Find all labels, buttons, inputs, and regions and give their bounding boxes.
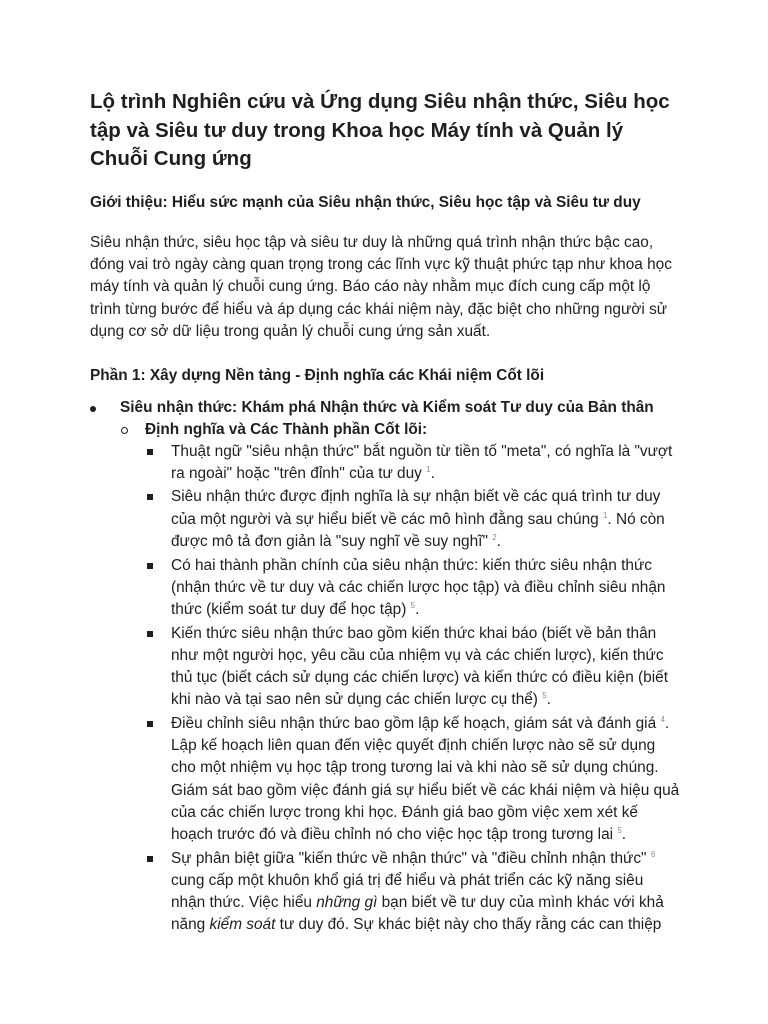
citation-ref[interactable]: 4: [660, 714, 665, 724]
list-item-point: [145, 623, 680, 712]
citation-ref[interactable]: 5: [617, 825, 622, 835]
square-bullet-icon: [147, 721, 153, 727]
disc-bullet-icon: [90, 406, 96, 412]
level1-item-label: Siêu nhận thức: Khám phá Nhận thức và Kiểm soát Tư duy của Bản thân: [120, 398, 654, 416]
square-bullet-icon: [147, 494, 153, 500]
part1-heading: Phần 1: Xây dựng Nền tảng - Định nghĩa các Khái niệm Cốt lõi: [90, 366, 545, 384]
point-end: .: [496, 532, 501, 550]
square-bullet-icon: [147, 563, 153, 569]
emphasis-text: kiểm soát: [209, 916, 276, 934]
level3-list: [145, 441, 680, 937]
point-text: . Lập kế hoạch liên quan đến việc quyết định chiến lược nào sẽ sử dụng cho một nhiệm vụ học tập trong tương lai và khi nào sẽ sử dụng chúng. Giám sát bao gồm việc đánh giá sự hiểu biết về các khái niệm và hiệu quả của các chiến lược trong khi học. Đánh giá bao gồm việc xem xét kế hoạch trước đó và điều chỉnh nó cho việc học tập trong tương lai: [171, 714, 680, 843]
point-end: .: [621, 825, 627, 843]
level1-list: [90, 397, 680, 937]
citation-ref[interactable]: 2: [492, 532, 497, 542]
point-text: Có hai thành phần chính của siêu nhận thức: kiến thức siêu nhận thức (nhận thức về tư duy và các chiến lược học tập) và điều chỉnh siêu nhận thức (kiểm soát tư duy để học tập): [171, 556, 666, 618]
square-bullet-icon: [147, 856, 153, 862]
intro-heading: Giới thiệu: Hiểu sức mạnh của Siêu nhận thức, Siêu học tập và Siêu tư duy: [90, 193, 641, 211]
point-text: . Nó còn được mô tả đơn giản là "suy nghĩ về suy nghĩ": [171, 510, 665, 550]
list-item-point: [145, 486, 680, 553]
square-bullet-icon: [147, 631, 153, 637]
list-item-point: [145, 441, 680, 485]
point-end: .: [415, 600, 420, 618]
citation-ref[interactable]: 1: [426, 464, 431, 474]
point-text: cung cấp một khuôn khổ giá trị để hiểu và phát triển các kỹ năng siêu nhận thức. Việc hiểu: [171, 871, 644, 912]
citation-ref[interactable]: 6: [650, 849, 656, 859]
list-item-point: [145, 848, 680, 937]
citation-ref[interactable]: 1: [602, 510, 608, 520]
point-text: Điều chỉnh siêu nhận thức bao gồm lập kế hoạch, giám sát và đánh giá: [171, 714, 657, 732]
point-text: bạn biết về tư duy của mình khác với khả năng: [171, 894, 664, 934]
list-item-point: [145, 555, 680, 622]
point-end: .: [430, 464, 435, 482]
point-text: Siêu nhận thức được định nghĩa là sự nhận biết về các quá trình tư duy của một người và sự hiểu biết về các mô hình đằng sau chúng: [171, 488, 661, 528]
level2-item-label: Định nghĩa và Các Thành phần Cốt lõi:: [145, 420, 428, 438]
intro-paragraph: Siêu nhận thức, siêu học tập và siêu tư duy là những quá trình nhận thức bậc cao, đóng vai trò ngày càng quan trọng trong các lĩnh vực kỹ thuật phức tạp như khoa học máy tính và quản lý chuỗi cung ứng. Báo cáo này nhằm mục đích cung cấp một lộ trình từng bước để hiểu và áp dụng các khái niệm này, đặc biệt cho những người sử dụng cơ sở dữ liệu trong quản lý chuỗi cung ứng sản xuất.: [90, 233, 672, 341]
circle-bullet-icon: [121, 427, 128, 434]
list-item-point: [145, 713, 680, 846]
document-title: Lộ trình Nghiên cứu và Ứng dụng Siêu nhận thức, Siêu học tập và Siêu tư duy trong Khoa học Máy tính và Quản lý Chuỗi Cung ứng: [90, 90, 670, 170]
point-text: Sự phân biệt giữa "kiến thức về nhận thức" và "điều chỉnh nhận thức": [171, 849, 647, 867]
square-bullet-icon: [147, 449, 153, 455]
point-text: tư duy đó. Sự khác biệt này cho thấy rằng các can thiệp: [275, 916, 662, 934]
point-text: Kiến thức siêu nhận thức bao gồm kiến thức khai báo (biết về bản thân như một người học, yêu cầu của nhiệm vụ và các chiến lược), kiến thức thủ tục (biết cách sử dụng các chiến lược) và kiến thức có điều kiện (biết khi nào và tại sao nên sử dụng các chiến lược cụ thể): [171, 624, 668, 709]
level2-list: [120, 419, 680, 937]
point-text: Thuật ngữ "siêu nhận thức" bắt nguồn từ tiền tố "meta", có nghĩa là "vượt ra ngoài" hoặc "trên đỉnh" của tư duy: [171, 442, 673, 482]
list-item-definitions: [120, 419, 680, 937]
citation-ref[interactable]: 5: [410, 600, 416, 610]
citation-ref[interactable]: 5: [542, 691, 547, 701]
point-end: .: [546, 691, 551, 709]
list-item-metacognition: [90, 397, 680, 937]
emphasis-text: những gì: [316, 894, 378, 912]
